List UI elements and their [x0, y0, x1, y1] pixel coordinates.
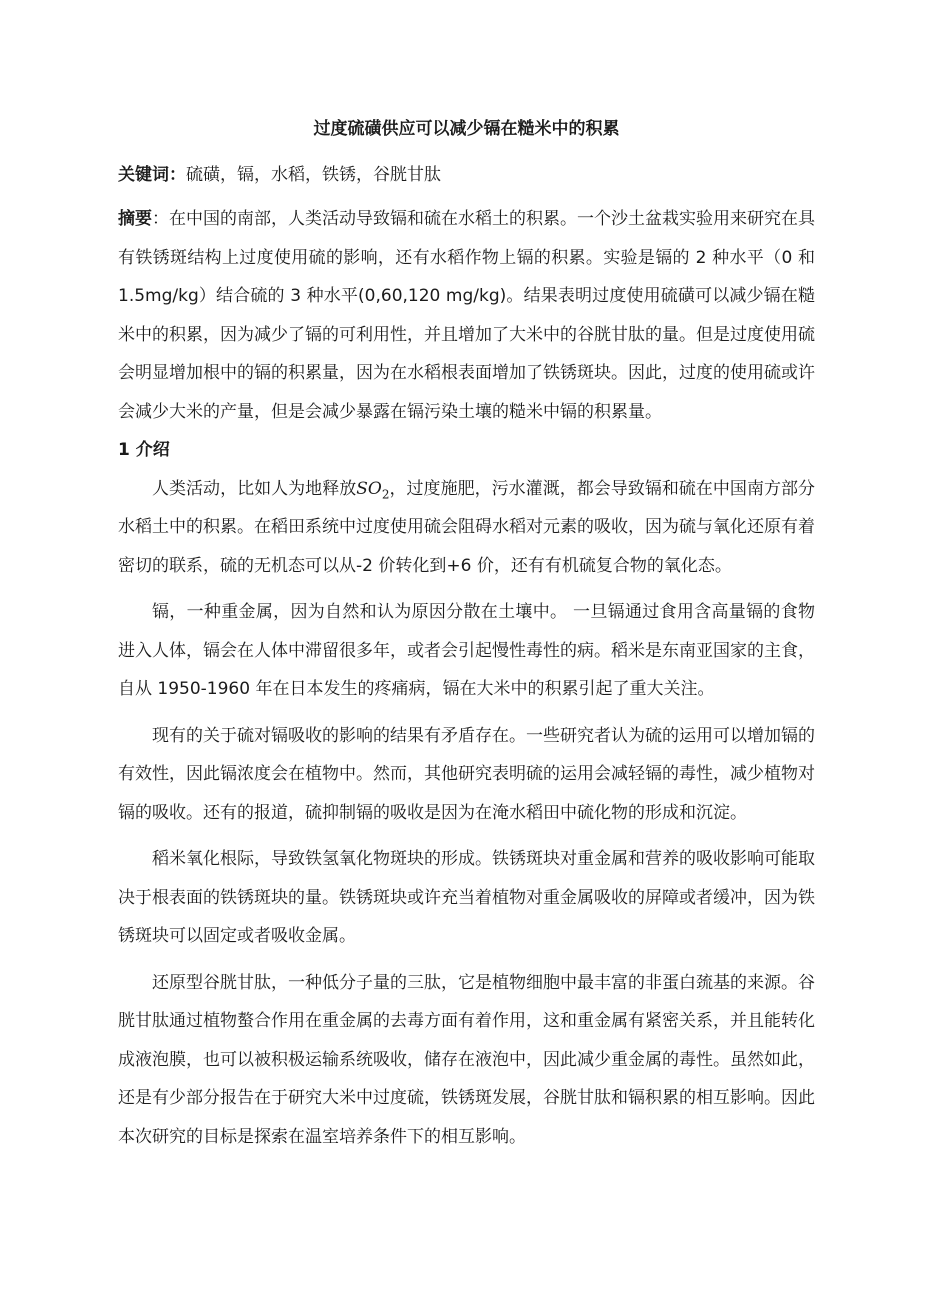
intro-paragraph-2: 镉，一种重金属，因为自然和认为原因分散在土壤中。 一旦镉通过食用含高量镉的食物进入人体，镉会在人体中滞留很多年，或者会引起慢性毒性的病。稻米是东南亚国家的主食，自从 1950-1960 年在日本发生的疼痛病，镉在大米中的积累引起了重大关注。 — [118, 602, 815, 699]
abstract-text: 在中国的南部，人类活动导致镉和硫在水稻土的积累。一个沙土盆栽实验用来研究在具有铁锈斑结构上过度使用硫的影响，还有水稻作物上镉的积累。实验是镉的 2 种水平（0 和 1.5mg/kg）结合硫的 3 种水平(0,60,120 mg/kg)。结果表明过度使用硫磺可以减少镉在糙米中的积累，因为减少了镉的可利用性，并且增加了大米中的谷胱甘肽的量。但是过度使用硫会明显增加根中的镉的积累量，因为在水稻根表面增加了铁锈斑块。因此，过度的使用硫或许会减少大米的产量，但是会减少暴露在镉污染土壤的糙米中镉的积累量。 — [118, 209, 815, 422]
keywords-line — [118, 156, 815, 195]
intro-paragraph-4: 稻米氧化根际，导致铁氢氧化物斑块的形成。铁锈斑块对重金属和营养的吸收影响可能取决于根表面的铁锈斑块的量。铁锈斑块或许充当着植物对重金属吸收的屏障或者缓冲，因为铁锈斑块可以固定或者吸收金属。 — [118, 849, 815, 946]
intro-paragraph-3: 现有的关于硫对镉吸收的影响的结果有矛盾存在。一些研究者认为硫的运用可以增加镉的有效性，因此镉浓度会在植物中。然而，其他研究表明硫的运用会减轻镉的毒性，减少植物对镉的吸收。还有的报道，硫抑制镉的吸收是因为在淹水稻田中硫化物的形成和沉淀。 — [118, 725, 815, 823]
so2-formula-base: SO — [356, 478, 382, 499]
so2-formula — [356, 479, 389, 499]
keywords-value: 硫磺，镉，水稻，铁锈，谷胱甘肽 — [186, 164, 441, 185]
section-1-heading: 1 介绍 — [118, 440, 170, 460]
intro-p1-text-before: 人类活动，比如人为地释放 — [152, 478, 357, 499]
doc-title: 过度硫磺供应可以减少镉在糙米中的积累 — [313, 119, 620, 139]
intro-paragraph-1 — [118, 470, 815, 586]
intro-paragraph-5: 还原型谷胱甘肽，一种低分子量的三肽，它是植物细胞中最丰富的非蛋白巯基的来源。谷胱甘肽通过植物螯合作用在重金属的去毒方面有着作用，这和重金属有紧密关系，并且能转化成液泡膜，也可以被积极运输系统吸收，储存在液泡中，因此减少重金属的毒性。虽然如此，还是有少部分报告在于研究大米中过度硫，铁锈斑发展，谷胱甘肽和镉积累的相互影响。因此本次研究的目标是探索在温室培养条件下的相互影响。 — [118, 972, 815, 1147]
intro-p1-text-after: ，过度施肥，污水灌溉，都会导致镉和硫在中国南方部分水稻土中的积累。在稻田系统中过度使用硫会阻碍水稻对元素的吸收，因为硫与氧化还原有着密切的联系，硫的无机态可以从-2 价转化到+6 价，还有有机硫复合物的氧化态。 — [118, 478, 816, 576]
abstract-paragraph — [118, 200, 815, 431]
abstract-label: 摘要 — [118, 209, 152, 229]
keywords-label: 关键词： — [118, 164, 186, 185]
abstract-colon: ： — [152, 209, 169, 229]
so2-formula-subscript: 2 — [381, 486, 390, 501]
